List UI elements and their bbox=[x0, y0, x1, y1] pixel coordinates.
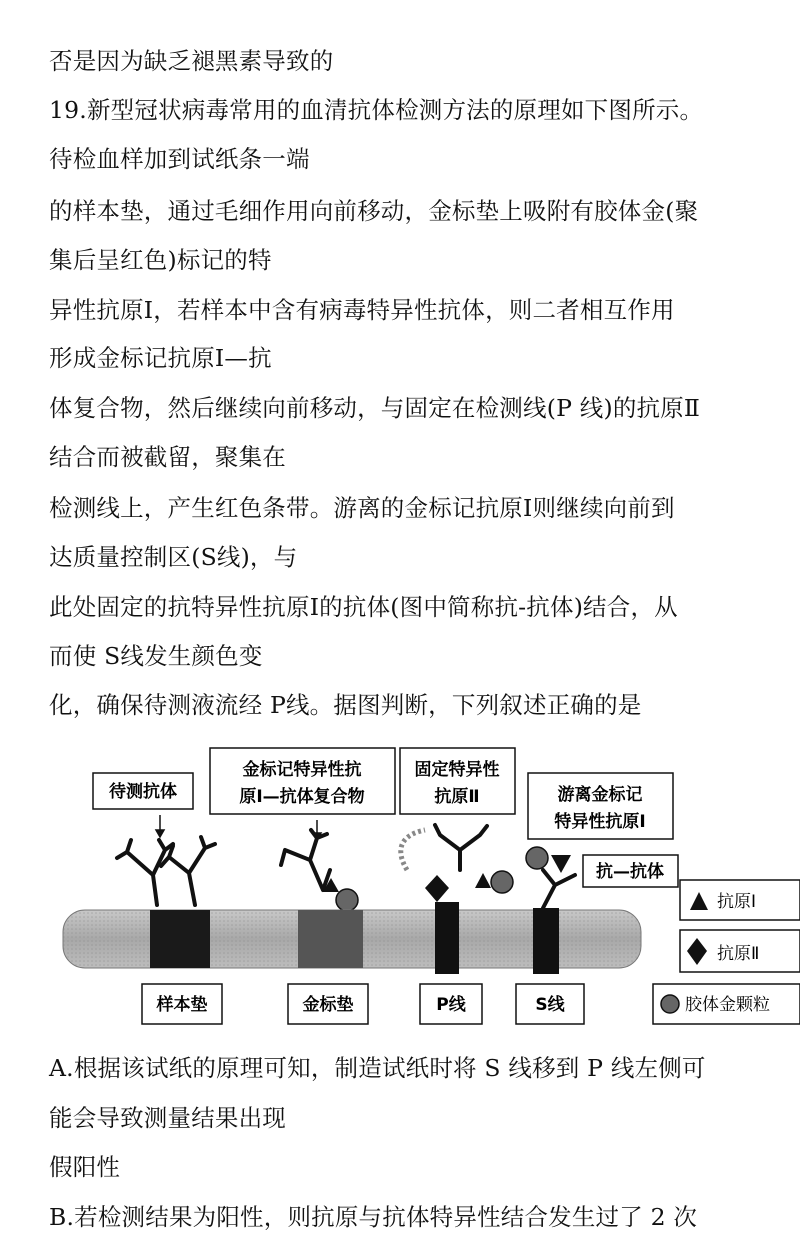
label-p-line bbox=[420, 984, 482, 1024]
sample-pad-block bbox=[150, 910, 210, 968]
legend-gold bbox=[653, 984, 800, 1024]
svg-text:金标记特异性抗: 金标记特异性抗 bbox=[242, 760, 362, 780]
label-gold-pad bbox=[288, 984, 368, 1024]
svg-text:抗原Ⅰ: 抗原Ⅰ bbox=[717, 892, 757, 912]
s-line-block bbox=[533, 908, 559, 974]
test-strip-diagram bbox=[55, 740, 800, 1040]
s-line-capture-icon bbox=[526, 847, 575, 908]
svg-text:抗原Ⅱ: 抗原Ⅱ bbox=[434, 787, 480, 807]
callout-complex bbox=[210, 748, 395, 814]
option-b-line-1: B.若检测结果为阳性，则抗原与抗体特异性结合发生过了 2 次 bbox=[49, 1203, 698, 1231]
gold-particle-icon bbox=[661, 995, 679, 1013]
text-line-12: 此处固定的抗特异性抗原Ⅰ的抗体(图中简称抗-抗体)结合，从 bbox=[49, 593, 678, 621]
svg-text:胶体金颗粒: 胶体金颗粒 bbox=[685, 995, 770, 1015]
svg-text:固定特异性: 固定特异性 bbox=[414, 760, 500, 780]
callout-free-antigen bbox=[528, 773, 673, 839]
gold-complex-icon bbox=[281, 830, 358, 911]
callout-antibody bbox=[93, 773, 193, 809]
text-line-8: 体复合物，然后继续向前移动，与固定在检测线(P 线)的抗原Ⅱ bbox=[49, 394, 701, 422]
text-line-9: 结合而被截留，聚集在 bbox=[49, 443, 286, 471]
svg-text:P线: P线 bbox=[436, 995, 466, 1015]
test-strip bbox=[63, 902, 641, 974]
text-line-6: 异性抗原Ⅰ，若样本中含有病毒特异性抗体，则二者相互作用 bbox=[49, 296, 675, 324]
callout-fixed-antigen bbox=[400, 748, 515, 814]
svg-text:特异性抗原Ⅰ: 特异性抗原Ⅰ bbox=[554, 812, 646, 832]
svg-text:抗原Ⅱ: 抗原Ⅱ bbox=[717, 944, 760, 964]
label-s-line bbox=[516, 984, 584, 1024]
option-a-line-3: 假阳性 bbox=[49, 1153, 121, 1181]
text-line-1: 否是因为缺乏褪黑素导致的 bbox=[49, 47, 334, 75]
text-line-14: 化，确保待测液流经 P线。据图判断，下列叙述正确的是 bbox=[49, 691, 642, 719]
text-line-11: 达质量控制区(S线)，与 bbox=[49, 543, 298, 571]
svg-text:S线: S线 bbox=[535, 995, 565, 1015]
option-a-line-1: A.根据该试纸的原理可知，制造试纸时将 S 线移到 P 线左侧可 bbox=[49, 1054, 706, 1082]
free-antibody-icon bbox=[117, 837, 215, 905]
text-line-3: 待检血样加到试纸条一端 bbox=[49, 145, 310, 173]
legend-antigen1 bbox=[680, 880, 800, 920]
label-sample-pad bbox=[142, 984, 222, 1024]
text-line-13: 而使 S线发生颜色变 bbox=[49, 642, 263, 670]
gold-pad-block bbox=[298, 910, 363, 968]
svg-text:原Ⅰ—抗体复合物: 原Ⅰ—抗体复合物 bbox=[239, 787, 365, 807]
text-line-5: 集后呈红色)标记的特 bbox=[49, 246, 272, 274]
svg-text:金标垫: 金标垫 bbox=[302, 995, 354, 1015]
p-line-capture-icon bbox=[401, 825, 513, 902]
p-line-block bbox=[435, 902, 459, 974]
callout-anti-antibody bbox=[583, 855, 678, 887]
option-a-line-2: 能会导致测量结果出现 bbox=[49, 1104, 286, 1132]
text-line-7: 形成金标记抗原Ⅰ—抗 bbox=[49, 344, 272, 372]
question-19-title: 19.新型冠状病毒常用的血清抗体检测方法的原理如下图所示。 bbox=[49, 96, 704, 124]
svg-text:样本垫: 样本垫 bbox=[156, 995, 208, 1015]
text-line-10: 检测线上，产生红色条带。游离的金标记抗原Ⅰ则继续向前到 bbox=[49, 494, 675, 522]
svg-text:抗—抗体: 抗—抗体 bbox=[596, 862, 664, 882]
svg-text:待测抗体: 待测抗体 bbox=[109, 782, 177, 802]
legend-antigen2 bbox=[680, 930, 800, 972]
svg-text:游离金标记: 游离金标记 bbox=[557, 785, 643, 805]
text-line-4: 的样本垫，通过毛细作用向前移动，金标垫上吸附有胶体金(聚 bbox=[49, 197, 699, 225]
